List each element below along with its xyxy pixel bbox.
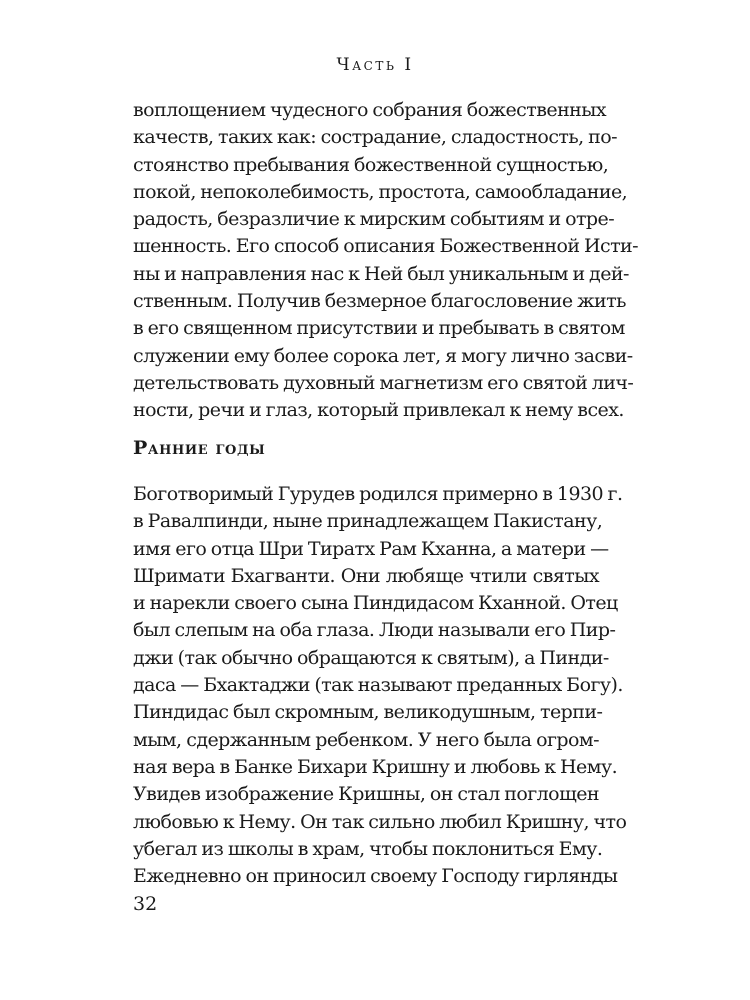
text-line: убегал из школы в храм, чтобы поклониться Ему. — [133, 837, 603, 860]
text-line: в его священном присутствии и пребывать в святом — [133, 317, 625, 340]
text-line: стоянство пребывания божественной сущностью, — [133, 153, 609, 176]
section-heading: Ранние годы — [133, 437, 266, 459]
text-line: и нарекли своего сына Пиндидасом Кханной. Отец — [133, 592, 618, 615]
text-line: ственным. Получив безмерное благословение жить — [133, 290, 626, 313]
text-line: даса — Бхактаджи (так называют преданных Богу). — [133, 674, 623, 697]
paragraph-early-years — [133, 481, 627, 890]
text-line: детельствовать духовный магнетизм его святой лич- — [133, 371, 634, 394]
text-line: любовью к Нему. Он так сильно любил Кришну, что — [133, 810, 627, 833]
text-line: мым, сдержанным ребенком. У него была огром- — [133, 728, 599, 751]
text-line: Ежедневно он приносил своему Господу гирлянды — [133, 865, 618, 888]
text-line: качеств, таких как: сострадание, сладостность, по- — [133, 126, 618, 149]
text-line: ности, речи и глаз, который привлекал к нему всех. — [133, 399, 624, 422]
text-line: покой, непоколебимость, простота, самообладание, — [133, 180, 628, 203]
text-line: Шримати Бхагванти. Они любяще чтили святых — [133, 564, 599, 587]
text-line: ная вера в Банке Бихари Кришну и любовь к Нему. — [133, 755, 618, 778]
text-line: Боготворимый Гурудев родился примерно в 1930 г. — [133, 483, 623, 505]
text-line: радость, безразличие к мирским событиям и отре- — [133, 208, 615, 231]
text-line: джи (так обычно обращаются к святым), а Пинди- — [133, 646, 609, 669]
paragraph-continued — [133, 97, 639, 425]
text-line: воплощением чудесного собрания божественных — [133, 99, 607, 121]
text-line: был слепым на оба глаза. Люди называли его Пир- — [133, 619, 616, 642]
text-line: шенность. Его способ описания Божественной Исти- — [133, 235, 639, 258]
text-line: ны и направления нас к Ней был уникальным и дей- — [133, 262, 629, 285]
text-line: Увидев изображение Кришны, он стал поглощен — [133, 783, 599, 806]
text-line: в Равалпинди, ныне принадлежащем Пакистану, — [133, 510, 603, 533]
running-header: Часть I — [336, 55, 414, 75]
page-number: 32 — [133, 893, 158, 915]
text-line: служении ему более сорока лет, я могу лично засви- — [133, 344, 633, 367]
text-line: Пиндидас был скромным, великодушным, терпи- — [133, 701, 603, 724]
text-line: имя его отца Шри Тиратх Рам Кханна, а матери — — [133, 537, 609, 560]
